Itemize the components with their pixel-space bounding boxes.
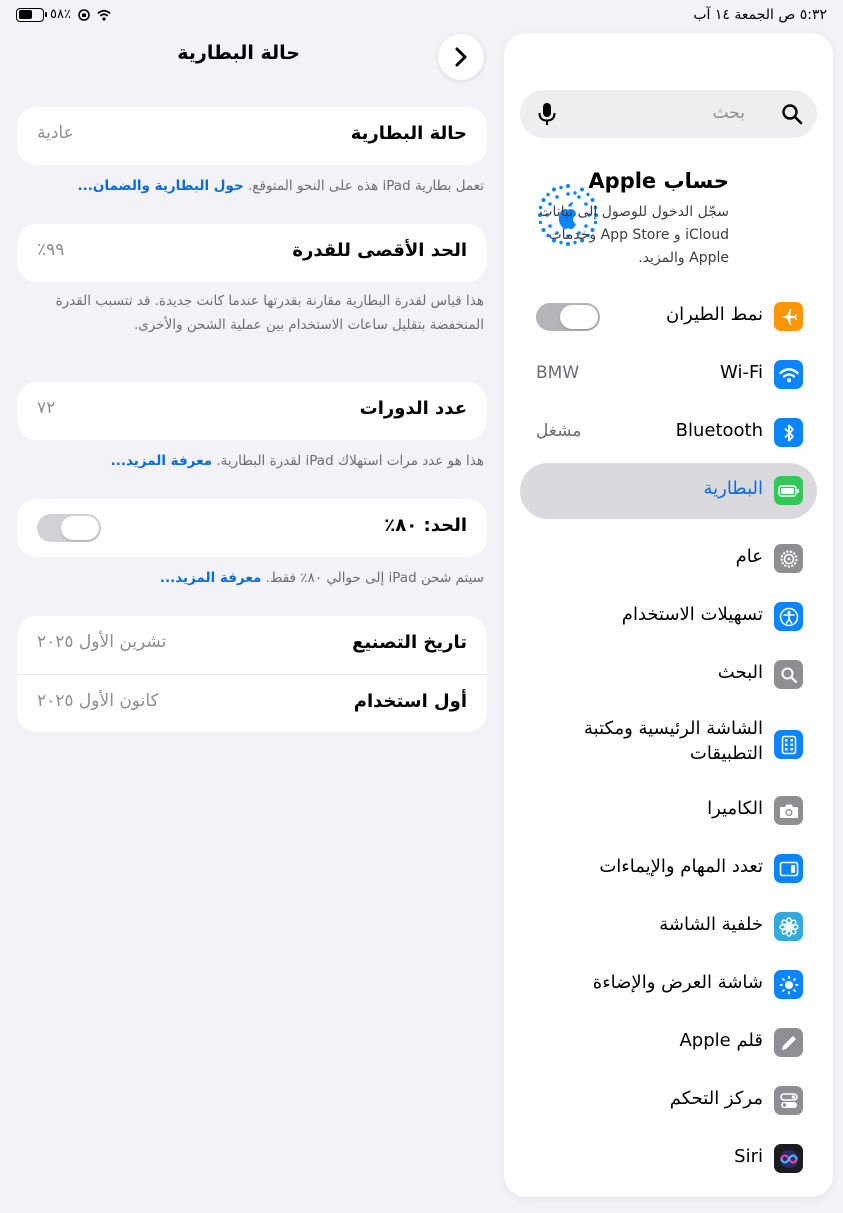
- first-use-label: أول استخدام: [353, 691, 467, 712]
- cycle-count-value: ٧٢: [37, 398, 56, 418]
- sidebar-item-general[interactable]: [520, 531, 817, 587]
- charge-limit-card: [17, 499, 487, 557]
- cycle-count-note: [44, 449, 484, 473]
- charge-limit-note: [44, 566, 484, 590]
- status-left: [16, 7, 111, 22]
- siri-icon: [774, 1144, 803, 1173]
- sidebar-item-label: الشاشة الرئيسية ومكتبة التطبيقات: [584, 718, 763, 764]
- account-title: حساب Apple: [588, 169, 729, 193]
- search-icon: [781, 103, 803, 125]
- bluetooth-status-value: مشغل: [536, 421, 582, 441]
- limit-learn-more-link[interactable]: معرفة المزيد...: [159, 570, 262, 586]
- charge-limit-note-text: سيتم شحن iPad إلى حوالي ٨٠٪ فقط.: [265, 570, 484, 586]
- wallpaper-icon: [774, 912, 803, 941]
- search-placeholder: بحث: [712, 103, 745, 123]
- toggle-knob: [61, 516, 99, 540]
- status-time-date: ٥:٣٢ ص الجمعة ١٤ آب: [693, 7, 827, 23]
- manufacture-date-value: تشرين الأول ٢٠٢٥: [37, 632, 167, 652]
- sidebar-item-label: الكاميرا: [707, 798, 763, 819]
- brightness-icon: [774, 970, 803, 999]
- sidebar-item-multitasking[interactable]: [520, 841, 817, 897]
- sidebar-item-control-center[interactable]: [520, 1073, 817, 1129]
- toggle-knob: [560, 305, 598, 329]
- battery-health-label: حالة البطارية: [350, 123, 467, 144]
- gear-icon: [774, 544, 803, 573]
- sidebar-item-bluetooth[interactable]: [520, 405, 817, 461]
- page-title: حالة البطارية: [177, 42, 300, 64]
- max-capacity-note: هذا قياس لقدرة البطارية مقارنة بقدرتها عندما كانت جديدة. قد تتسبب القدرة المنخفضة بتقليل ساعات الاستخدام بين عملية الشحن والأخرى.: [55, 293, 484, 333]
- airplane-mode-toggle[interactable]: [536, 303, 600, 331]
- airplane-icon: [774, 302, 803, 331]
- microphone-icon[interactable]: [536, 102, 558, 126]
- sidebar-item-label: Bluetooth: [675, 420, 763, 441]
- apple-account-signin[interactable]: [504, 163, 833, 273]
- sidebar-item-search[interactable]: [520, 647, 817, 703]
- battery-health-value: عادية: [37, 123, 74, 143]
- cycle-count-row: [17, 382, 487, 440]
- cycle-count-card: [17, 382, 487, 440]
- pencil-icon: [774, 1028, 803, 1057]
- search-input[interactable]: [520, 90, 817, 138]
- sidebar-item-airplane-mode[interactable]: [520, 289, 817, 345]
- battery-warranty-link[interactable]: حول البطارية والضمان...: [77, 178, 244, 194]
- cycle-learn-more-link[interactable]: معرفة المزيد...: [110, 453, 213, 469]
- cycle-count-label: عدد الدورات: [359, 398, 467, 419]
- max-capacity-label: الحد الأقصى للقدرة: [292, 240, 467, 261]
- sidebar-item-battery[interactable]: [520, 463, 817, 519]
- orientation-lock-icon: [77, 8, 91, 22]
- sidebar-item-label: قلم Apple: [679, 1030, 763, 1051]
- chevron-right-icon: [453, 46, 469, 68]
- sidebar-item-home-screen[interactable]: [520, 713, 817, 777]
- control-center-icon: [774, 1086, 803, 1115]
- max-capacity-row: [17, 224, 487, 282]
- manufacture-date-label: تاريخ التصنيع: [352, 632, 467, 653]
- multitasking-icon: [774, 854, 803, 883]
- sidebar-item-accessibility[interactable]: [520, 589, 817, 645]
- home-screen-icon: [774, 730, 803, 759]
- back-button[interactable]: [438, 34, 484, 80]
- wifi-icon: [774, 360, 803, 389]
- max-capacity-value: ٩٩٪: [37, 240, 65, 260]
- sidebar-item-apple-pencil[interactable]: [520, 1015, 817, 1071]
- sidebar-item-label: خلفية الشاشة: [659, 914, 763, 935]
- sidebar-item-label: تسهيلات الاستخدام: [621, 604, 763, 625]
- bluetooth-icon: [774, 418, 803, 447]
- sidebar-item-label: شاشة العرض والإضاءة: [592, 972, 763, 993]
- battery-icon: [774, 476, 803, 505]
- sidebar-item-label: نمط الطيران: [665, 304, 763, 325]
- battery-health-note: [44, 174, 484, 198]
- battery-health-note-text: تعمل بطارية iPad هذه على النحو المتوقع.: [248, 178, 484, 194]
- manufacture-date-row: [17, 616, 487, 674]
- sidebar-item-camera[interactable]: [520, 783, 817, 839]
- sidebar-item-label: تعدد المهام والإيماءات: [599, 856, 763, 877]
- accessibility-icon: [774, 602, 803, 631]
- max-capacity-card: [17, 224, 487, 282]
- battery-health-row: [17, 107, 487, 165]
- first-use-value: كانون الأول ٢٠٢٥: [37, 691, 159, 711]
- status-bar: [0, 0, 843, 34]
- first-use-row: [17, 674, 487, 732]
- sidebar-item-siri[interactable]: [520, 1131, 817, 1187]
- battery-percentage: ٥٨٪: [50, 7, 71, 22]
- charge-limit-label: الحد: ٨٠٪: [384, 515, 467, 536]
- wifi-status-icon: [97, 8, 111, 22]
- settings-sidebar: [504, 33, 833, 1197]
- dates-card: [17, 616, 487, 732]
- charge-limit-toggle[interactable]: [37, 514, 101, 542]
- battery-health-card: [17, 107, 487, 165]
- sidebar-item-label: البطارية: [703, 478, 763, 499]
- search-settings-icon: [774, 660, 803, 689]
- sidebar-item-wallpaper[interactable]: [520, 899, 817, 955]
- sidebar-item-label: عام: [735, 546, 763, 567]
- camera-icon: [774, 796, 803, 825]
- wifi-network-value: BMW: [536, 363, 580, 383]
- sidebar-item-label: Siri: [734, 1146, 763, 1167]
- cycle-count-note-text: هذا هو عدد مرات استهلاك iPad لقدرة البطارية.: [216, 453, 484, 469]
- battery-indicator-icon: [16, 8, 44, 22]
- battery-health-panel: [0, 34, 504, 1204]
- sidebar-item-label: البحث: [717, 662, 763, 683]
- sidebar-item-wifi[interactable]: [520, 347, 817, 403]
- account-description: سجّل الدخول للوصول إلى بيانات iCloud و App Store وخدمات Apple والمزيد.: [539, 204, 729, 266]
- charge-limit-row: [17, 499, 487, 557]
- sidebar-item-display-brightness[interactable]: [520, 957, 817, 1013]
- sidebar-item-label: Wi-Fi: [720, 362, 763, 383]
- sidebar-item-label: مركز التحكم: [669, 1088, 763, 1109]
